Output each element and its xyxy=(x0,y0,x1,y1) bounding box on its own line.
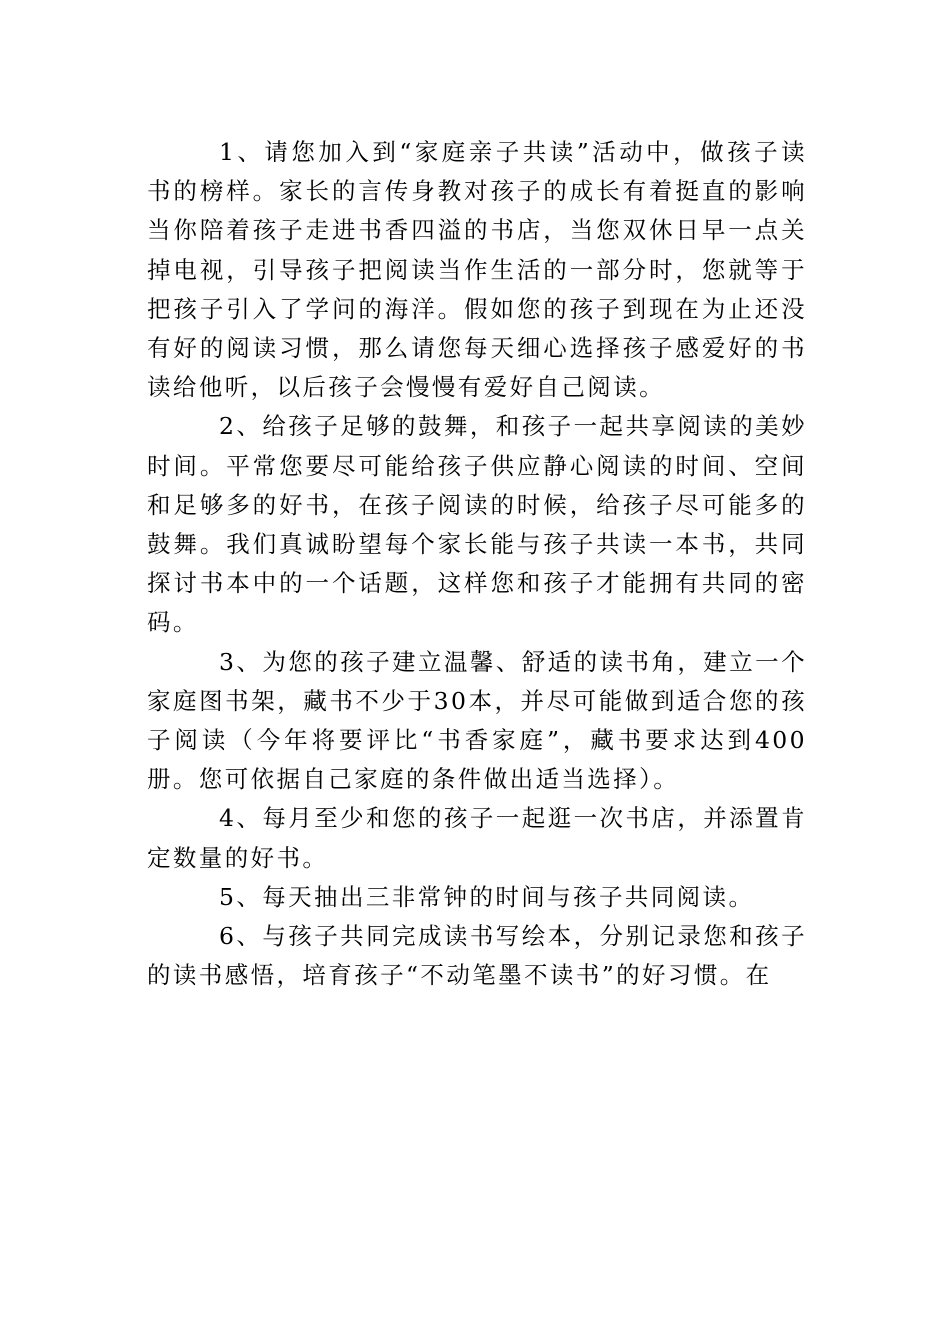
paragraph-3: 3、为您的孩子建立温馨、舒适的读书角，建立一个家庭图书架，藏书不少于30本，并尽可能做到适合您的孩子阅读（今年将要评比“书香家庭”，藏书要求达到400册。您可依据自己家庭的条件做出适当选择）。 xyxy=(147,647,807,794)
document-body xyxy=(147,133,807,995)
paragraph-6: 6、与孩子共同完成读书写绘本，分别记录您和孩子的读书感悟，培育孩子“不动笔墨不读书”的好习惯。在 xyxy=(147,922,807,990)
paragraph-2: 2、给孩子足够的鼓舞，和孩子一起共享阅读的美妙时间。平常您要尽可能给孩子供应静心阅读的时间、空间和足够多的好书，在孩子阅读的时候，给孩子尽可能多的鼓舞。我们真诚盼望每个家长能与孩子共读一本书，共同探讨书本中的一个话题，这样您和孩子才能拥有共同的密码。 xyxy=(147,412,807,637)
paragraph-1: 1、请您加入到“家庭亲子共读”活动中，做孩子读书的榜样。家长的言传身教对孩子的成长有着挺直的影响当你陪着孩子走进书香四溢的书店，当您双休日早一点关掉电视，引导孩子把阅读当作生活的一部分时，您就等于把孩子引入了学问的海洋。假如您的孩子到现在为止还没有好的阅读习惯，那么请您每天细心选择孩子感爱好的书读给他听，以后孩子会慢慢有爱好自己阅读。 xyxy=(147,138,807,402)
paragraph-4: 4、每月至少和您的孩子一起逛一次书店，并添置肯定数量的好书。 xyxy=(147,804,807,872)
paragraph-5: 5、每天抽出三非常钟的时间与孩子共同阅读。 xyxy=(219,882,755,911)
